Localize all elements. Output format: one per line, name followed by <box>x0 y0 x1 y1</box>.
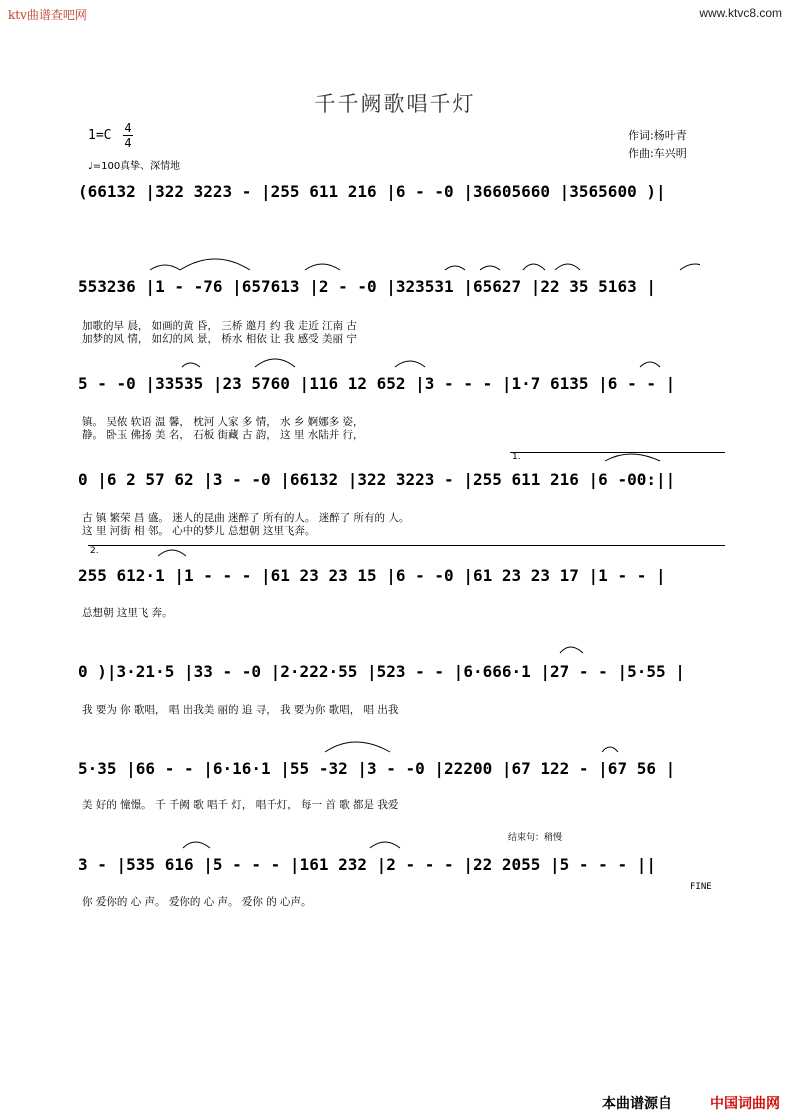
lyrics-line-5: 总想朝 这里飞 奔。 <box>82 607 173 619</box>
score-line-8: 3 - |535 616 |5 - - - |161 232 |2 - - - |22 2055 |5 - - - || <box>78 855 656 874</box>
score-line-3: 5 - -0 |33535 |23 5760 |116 12 652 |3 - - - |1·7 6135 |6 - - | <box>78 374 676 393</box>
score-line-5: 255 612·1 |1 - - - |61 23 23 15 |6 - -0 |61 23 23 17 |1 - - | <box>78 566 666 585</box>
composer-credit: 作曲:车兴明 <box>628 147 687 160</box>
meter-top: 4 <box>124 121 132 135</box>
slur-marks-row3 <box>170 345 690 375</box>
lyrics-line-2b: 加梦的风 情， 如幻的风 景， 桥水 相依 让 我 感受 美丽 宁 <box>82 333 357 345</box>
footer-source-link[interactable]: 中国词曲网 <box>710 1096 780 1112</box>
slur-marks-row6 <box>555 637 595 657</box>
slur-marks-row7 <box>320 732 620 758</box>
fine-marking: FINE <box>690 882 712 892</box>
time-signature <box>123 121 133 150</box>
score-line-4: 0 |6 2 57 62 |3 - -0 |66132 |322 3223 - |255 611 216 |6 -00:|| <box>78 470 676 489</box>
footer-source-label: 本曲谱源自 <box>602 1096 672 1112</box>
slur-marks-row5 <box>150 540 210 560</box>
slur-marks-row2 <box>140 248 700 278</box>
score-line-7: 5·35 |66 - - |6·16·1 |55 -32 |3 - -0 |22200 |67 122 - |67 56 | <box>78 759 676 778</box>
meter-bottom: 4 <box>124 136 132 150</box>
score-line-6: 0 )|3·21·5 |33 - -0 |2·222·55 |523 - - |6·666·1 |27 - - |5·55 | <box>78 662 685 681</box>
lyrics-line-4a: 古 镇 繁荣 昌 盛。 迷人的昆曲 迷醉了 所有的人。 迷醉了 所有的 人。 <box>82 512 410 524</box>
key-signature: 1=C <box>88 128 112 143</box>
lyrics-line-3a: 镇。 吴侬 软语 温 馨， 枕河 人家 多 情， 水 乡 婀娜多 姿， <box>82 416 364 428</box>
lyrics-line-4b: 这 里 河街 相 邻。 心中的梦儿 总想朝 这里飞奔。 <box>82 525 316 537</box>
lyrics-line-7: 美 好的 憧憬。 千 千阙 歌 唱千 灯， 唱千灯， 每一 首 歌 都是 我爱 <box>82 799 399 811</box>
slur-marks-row4 <box>600 445 680 465</box>
lyrics-line-8: 你 爱你的 心 声。 爱你的 心 声。 爱你 的 心声。 <box>82 896 312 908</box>
ending-instruction: 结束句：稍慢 <box>508 833 563 843</box>
tempo-marking: ♩=100真挚、深情地 <box>88 161 181 172</box>
song-title: 千千阙歌唱千灯 <box>314 92 476 116</box>
lyrics-line-2a: 加歌的早 晨， 如画的黄 昏， 三桥 邀月 约 我 走近 江南 古 <box>82 320 357 332</box>
volta-1-label: 1. <box>512 452 521 462</box>
lyrics-line-6: 我 要为 你 歌唱， 唱 出我美 丽的 追 寻， 我 要为你 歌唱， 唱 出我 <box>82 704 399 716</box>
watermark-right: www.ktvc8.com <box>699 6 782 20</box>
watermark-left: ktv曲谱查吧网 <box>8 8 87 22</box>
lyrics-line-3b: 静。 卧玉 佛扬 美 名， 石板 街藏 古 韵， 这 里 水陆并 行， <box>82 429 364 441</box>
volta-2-label: 2. <box>90 546 99 556</box>
score-line-1: (66132 |322 3223 - |255 611 216 |6 - -0 |36605660 |3565600 )| <box>78 182 666 201</box>
slur-marks-row8 <box>175 830 415 852</box>
score-line-2: 553236 |1 - -76 |657613 |2 - -0 |323531 |65627 |22 35 5163 | <box>78 277 656 296</box>
lyricist-credit: 作词:杨叶青 <box>628 129 687 142</box>
